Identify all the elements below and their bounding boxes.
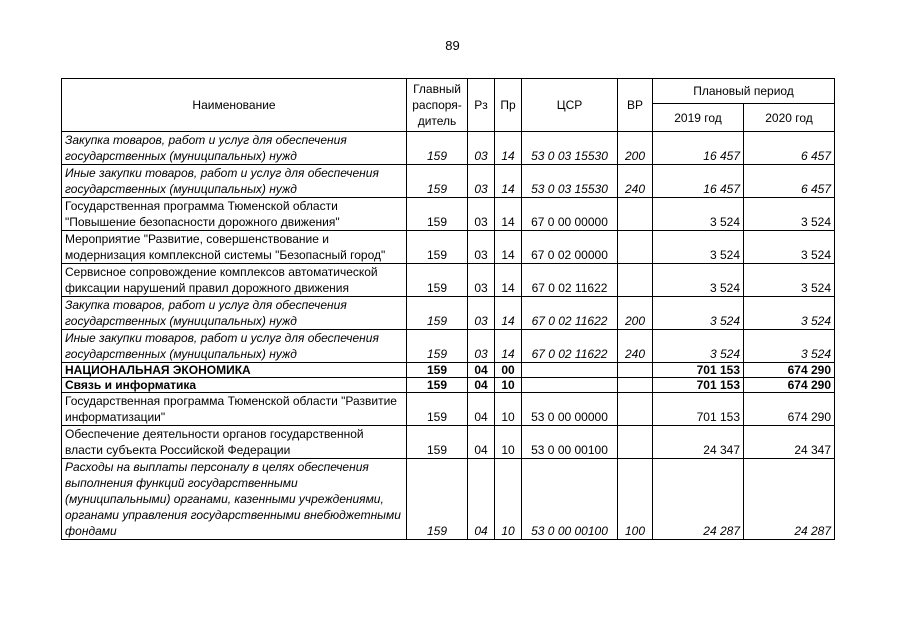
cell-csr: 53 0 03 15530 xyxy=(522,132,618,165)
cell-pr: 14 xyxy=(495,198,522,231)
table-row xyxy=(62,132,835,165)
cell-vr: 100 xyxy=(618,459,653,540)
cell-rz: 04 xyxy=(468,378,495,393)
cell-2020: 3 524 xyxy=(744,330,835,363)
header-2020: 2020 год xyxy=(744,104,835,132)
cell-pr: 14 xyxy=(495,231,522,264)
cell-name: Государственная программа Тюменской области "Развитие информатизации" xyxy=(62,393,407,426)
cell-2019: 701 153 xyxy=(653,393,744,426)
cell-vr xyxy=(618,264,653,297)
cell-rz: 03 xyxy=(468,165,495,198)
header-csr: ЦСР xyxy=(522,79,618,132)
cell-2019: 701 153 xyxy=(653,378,744,393)
header-glavny: Главный распоря-дитель xyxy=(407,79,468,132)
table-row xyxy=(62,378,835,393)
cell-vr xyxy=(618,378,653,393)
cell-name: Расходы на выплаты персоналу в целях обеспечения выполнения функций государственными (муниципальными) органами, казенными учреждениями, органами управления государственными внебюджетными фондами xyxy=(62,459,407,540)
cell-pr: 10 xyxy=(495,459,522,540)
cell-2020: 3 524 xyxy=(744,231,835,264)
cell-rz: 04 xyxy=(468,393,495,426)
cell-vr xyxy=(618,198,653,231)
table-body xyxy=(62,132,835,540)
cell-2019: 3 524 xyxy=(653,297,744,330)
cell-csr: 53 0 00 00100 xyxy=(522,459,618,540)
cell-rz: 03 xyxy=(468,297,495,330)
header-pr: Пр xyxy=(495,79,522,132)
cell-name: Иные закупки товаров, работ и услуг для обеспечения государственных (муниципальных) нужд xyxy=(62,330,407,363)
cell-vr xyxy=(618,393,653,426)
table-row xyxy=(62,165,835,198)
table-row xyxy=(62,393,835,426)
cell-vr: 240 xyxy=(618,165,653,198)
table-row xyxy=(62,297,835,330)
cell-2019: 16 457 xyxy=(653,165,744,198)
cell-glavny: 159 xyxy=(407,297,468,330)
cell-vr xyxy=(618,426,653,459)
cell-rz: 03 xyxy=(468,231,495,264)
cell-csr: 53 0 00 00100 xyxy=(522,426,618,459)
table-row xyxy=(62,330,835,363)
cell-glavny: 159 xyxy=(407,363,468,378)
table-row xyxy=(62,264,835,297)
cell-rz: 04 xyxy=(468,459,495,540)
cell-2020: 3 524 xyxy=(744,297,835,330)
cell-glavny: 159 xyxy=(407,132,468,165)
cell-vr: 200 xyxy=(618,297,653,330)
budget-table xyxy=(61,78,835,540)
cell-pr: 00 xyxy=(495,363,522,378)
cell-2019: 3 524 xyxy=(653,231,744,264)
cell-pr: 14 xyxy=(495,264,522,297)
cell-2019: 3 524 xyxy=(653,198,744,231)
cell-2020: 674 290 xyxy=(744,378,835,393)
cell-rz: 03 xyxy=(468,198,495,231)
cell-csr: 67 0 02 11622 xyxy=(522,297,618,330)
cell-csr xyxy=(522,378,618,393)
cell-2019: 24 287 xyxy=(653,459,744,540)
cell-name: НАЦИОНАЛЬНАЯ ЭКОНОМИКА xyxy=(62,363,407,378)
table-row xyxy=(62,426,835,459)
cell-glavny: 159 xyxy=(407,378,468,393)
cell-pr: 14 xyxy=(495,297,522,330)
cell-name: Связь и информатика xyxy=(62,378,407,393)
cell-rz: 03 xyxy=(468,330,495,363)
cell-2020: 3 524 xyxy=(744,198,835,231)
cell-csr: 67 0 02 11622 xyxy=(522,330,618,363)
table-row xyxy=(62,459,835,540)
cell-2020: 6 457 xyxy=(744,132,835,165)
cell-rz: 03 xyxy=(468,264,495,297)
cell-2019: 16 457 xyxy=(653,132,744,165)
header-name: Наименование xyxy=(62,79,407,132)
cell-rz: 04 xyxy=(468,363,495,378)
table-header xyxy=(62,79,835,132)
cell-glavny: 159 xyxy=(407,330,468,363)
cell-name: Обеспечение деятельности органов государственной власти субъекта Российской Федерации xyxy=(62,426,407,459)
header-rz: Рз xyxy=(468,79,495,132)
cell-glavny: 159 xyxy=(407,459,468,540)
cell-name: Государственная программа Тюменской области "Повышение безопасности дорожного движения" xyxy=(62,198,407,231)
header-2019: 2019 год xyxy=(653,104,744,132)
cell-pr: 14 xyxy=(495,165,522,198)
cell-glavny: 159 xyxy=(407,426,468,459)
cell-vr: 200 xyxy=(618,132,653,165)
cell-csr: 53 0 00 00000 xyxy=(522,393,618,426)
header-vr: ВР xyxy=(618,79,653,132)
cell-2020: 24 287 xyxy=(744,459,835,540)
cell-glavny: 159 xyxy=(407,165,468,198)
cell-csr: 53 0 03 15530 xyxy=(522,165,618,198)
cell-csr: 67 0 00 00000 xyxy=(522,198,618,231)
cell-csr: 67 0 02 11622 xyxy=(522,264,618,297)
cell-2019: 701 153 xyxy=(653,363,744,378)
table-row xyxy=(62,198,835,231)
cell-rz: 03 xyxy=(468,132,495,165)
cell-pr: 14 xyxy=(495,132,522,165)
cell-glavny: 159 xyxy=(407,231,468,264)
cell-name: Закупка товаров, работ и услуг для обеспечения государственных (муниципальных) нужд xyxy=(62,132,407,165)
page-number: 89 xyxy=(445,38,460,53)
cell-2019: 3 524 xyxy=(653,264,744,297)
cell-2019: 3 524 xyxy=(653,330,744,363)
cell-2019: 24 347 xyxy=(653,426,744,459)
cell-2020: 6 457 xyxy=(744,165,835,198)
cell-vr xyxy=(618,363,653,378)
table-row xyxy=(62,231,835,264)
cell-rz: 04 xyxy=(468,426,495,459)
cell-pr: 14 xyxy=(495,330,522,363)
cell-pr: 10 xyxy=(495,393,522,426)
cell-2020: 3 524 xyxy=(744,264,835,297)
cell-glavny: 159 xyxy=(407,393,468,426)
cell-pr: 10 xyxy=(495,378,522,393)
cell-name: Иные закупки товаров, работ и услуг для обеспечения государственных (муниципальных) нужд xyxy=(62,165,407,198)
cell-vr: 240 xyxy=(618,330,653,363)
cell-2020: 674 290 xyxy=(744,393,835,426)
cell-name: Закупка товаров, работ и услуг для обеспечения государственных (муниципальных) нужд xyxy=(62,297,407,330)
cell-2020: 24 347 xyxy=(744,426,835,459)
cell-glavny: 159 xyxy=(407,198,468,231)
cell-name: Мероприятие "Развитие, совершенствование и модернизация комплексной системы "Безопасный город" xyxy=(62,231,407,264)
cell-glavny: 159 xyxy=(407,264,468,297)
cell-pr: 10 xyxy=(495,426,522,459)
table-row xyxy=(62,363,835,378)
cell-name: Сервисное сопровождение комплексов автоматической фиксации нарушений правил дорожного движения xyxy=(62,264,407,297)
cell-csr xyxy=(522,363,618,378)
cell-vr xyxy=(618,231,653,264)
header-period: Плановый период xyxy=(653,79,835,104)
cell-csr: 67 0 02 00000 xyxy=(522,231,618,264)
cell-2020: 674 290 xyxy=(744,363,835,378)
